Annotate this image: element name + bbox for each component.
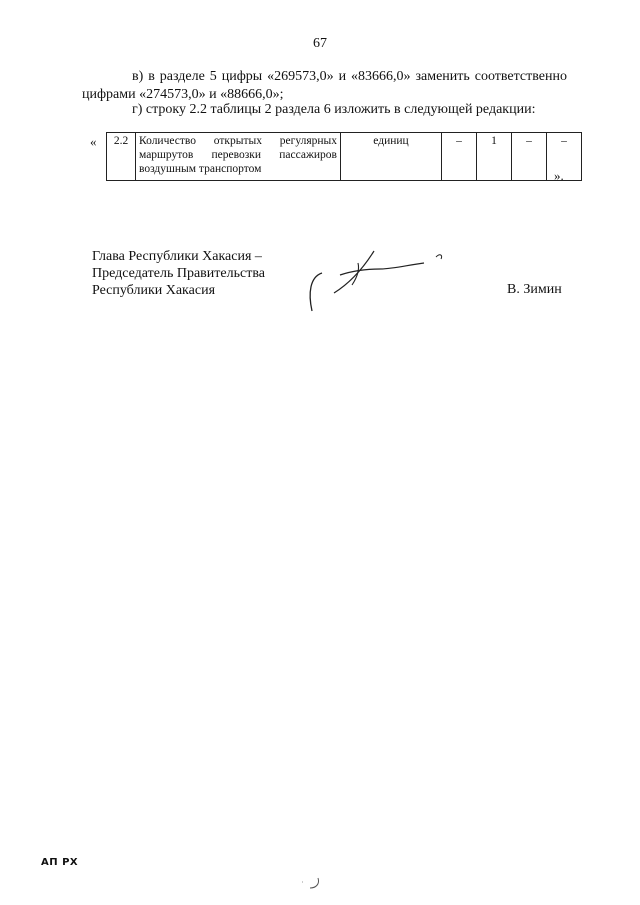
signatory-name: В. Зимин [507,282,562,297]
signatory-title-line: Председатель Правительства [92,266,265,281]
cell-value-3: – [512,133,547,181]
paragraph-v: в) в разделе 5 цифры «269573,0» и «83666,0» заменить соответственно цифрами «274573,0» и «88666,0»; [82,69,567,102]
cell-value-1: – [442,133,477,181]
table-row [107,133,582,181]
quote-open: « [90,134,97,149]
cell-unit: единиц [341,133,442,181]
signatory-title-line: Республики Хакасия [92,283,216,298]
cell-indicator-name: Количество открытых регулярных маршрутов перевозки пассажиров воздушным транспортом [136,133,341,181]
paragraph-g: г) строку 2.2 таблицы 2 раздела 6 изложить в следующей редакции: [132,102,536,117]
page-number: 67 [313,36,327,51]
amendment-table [106,132,582,181]
archive-stamp: АП РХ [41,857,79,868]
handwritten-signature [300,245,460,320]
quote-close: ». [554,168,564,183]
cell-value-2: 1 [477,133,512,181]
cell-value-4: – [547,133,582,181]
scan-mark [300,876,330,890]
signatory-title-line: Глава Республики Хакасия – [92,249,262,264]
signatory-title [92,248,265,299]
cell-row-number: 2.2 [107,133,136,181]
